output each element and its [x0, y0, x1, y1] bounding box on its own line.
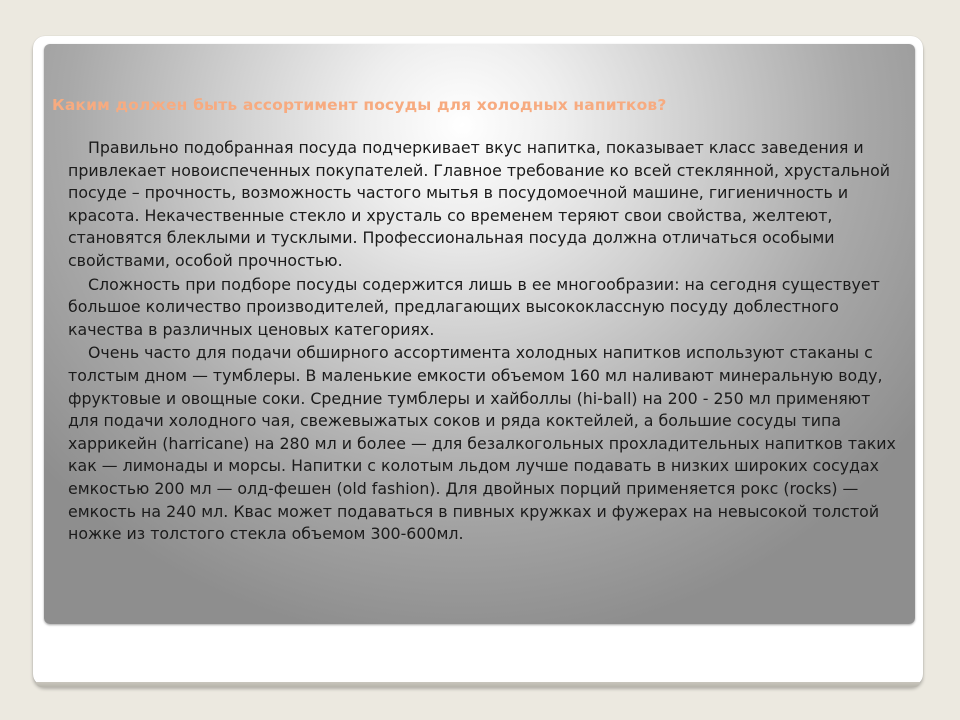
slide-title: Каким должен быть ассортимент посуды для холодных напитков? [52, 96, 667, 114]
paragraph-1: Правильно подобранная посуда подчеркивает вкус напитка, показывает класс заведения и привлекает новоиспеченных покупателей. Главное требование ко всей стеклянной, хрустальной посуде – прочность, возможность частого мытья в посудомоечной машине, гигиеничность и красота. Некачественные стекло и хрусталь со временем теряют свои свойства, желтеют, становятся блеклыми и тусклыми. Профессиональная посуда должна отличаться особыми свойствами, особой прочностью. [68, 138, 891, 270]
slide-body [68, 137, 898, 547]
slide-bottom-edge [36, 682, 920, 687]
paragraph-2: Сложность при подборе посуды содержится лишь в ее многообразии: на сегодня существует большое количество производителей, предлагающих высококлассную посуду доблестного качества в различных ценовых категориях. [68, 274, 880, 339]
paragraph-3: Очень часто для подачи обширного ассортимента холодных напитков используют стаканы с толстым дном — тумблеры. В маленькие емкости объемом 160 мл наливают минеральную воду, фруктовые и овощные соки. Средние тумблеры и хайболлы (hi-ball) на 200 - 250 мл применяют для подачи холодного чая, свежевыжатых соков и ряда коктейлей, а большие сосуды типа харрикейн (harricane) на 280 мл и более — для безалкогольных прохладительных напитков таких как — лимонады и морсы. Напитки с колотым льдом лучше подавать в низких широких сосудах емкостью 200 мл — олд-фешен (old fashion). Для двойных порций применяется рокс (rocks) — емкость на 240 мл. Квас может подаваться в пивных кружках и фужерах на невысокой толстой ножке из толстого стекла объемом 300-600мл. [68, 343, 896, 544]
